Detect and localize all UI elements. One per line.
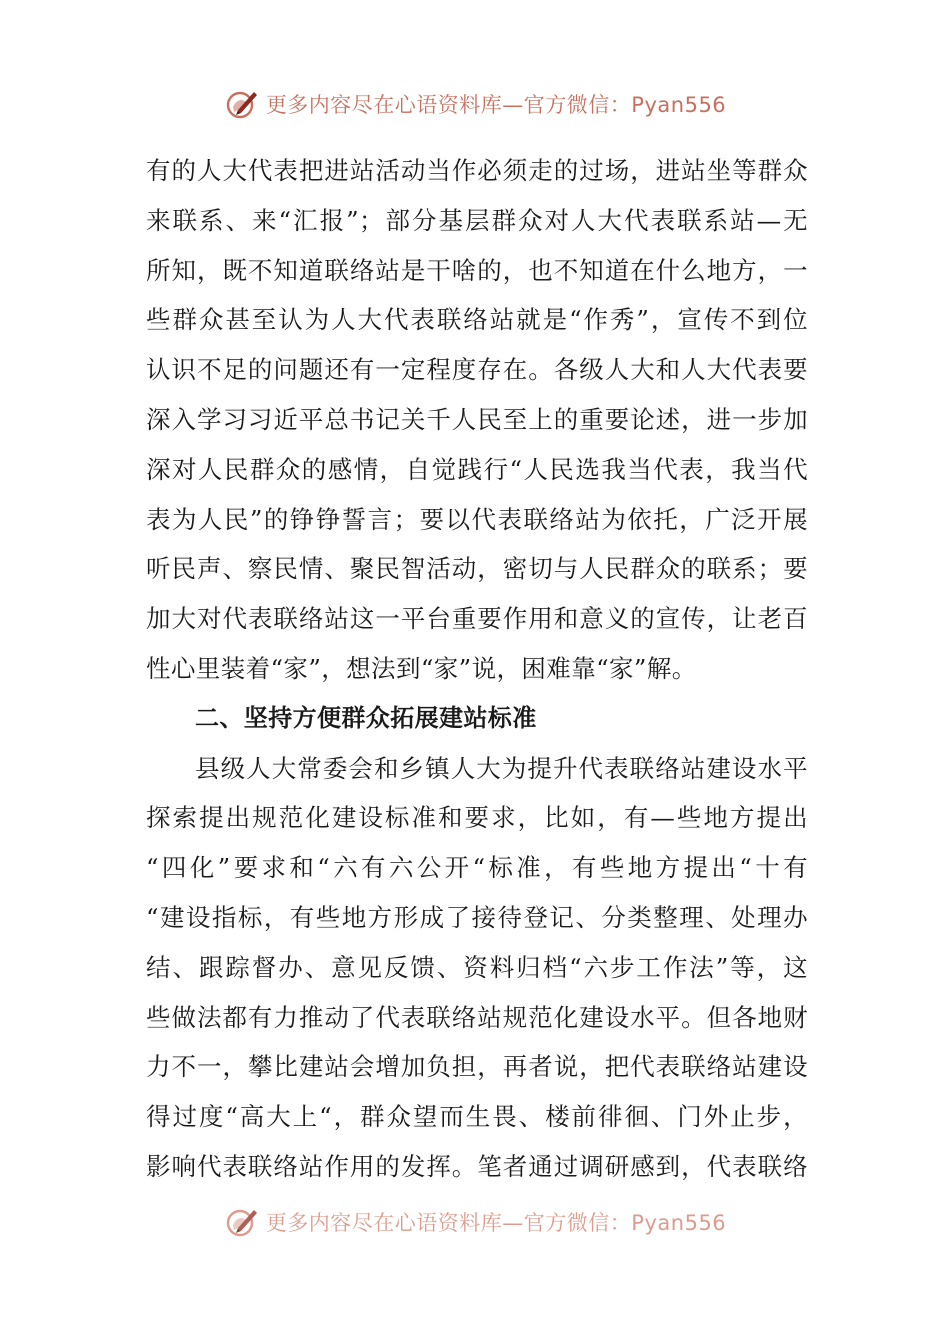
text-line: 性心里装着“家”，想法到“家”说，困难靠“家”解。	[146, 653, 697, 683]
pen-logo-icon	[224, 1204, 260, 1240]
paragraph-2	[146, 744, 808, 1192]
text-line: 表为人民”的铮铮誓言；要以代表联络站为依托，广泛开展	[146, 504, 808, 534]
text-line: 来联系、来“汇报”；部分基层群众对人大代表联系站—无	[146, 205, 808, 235]
document-body	[146, 146, 808, 1192]
text-line: 县级人大常委会和乡镇人大为提升代表联络站建设水平	[195, 753, 808, 783]
paragraph-1	[146, 146, 808, 694]
text-line: 结、跟踪督办、意见反馈、资料归档“六步工作法”等，这	[146, 952, 808, 982]
text-line: 所知，既不知道联络站是干啥的，也不知道在什么地方，一	[146, 255, 808, 285]
text-line: 加大对代表联络站这一平台重要作用和意义的宣传，让老百	[146, 604, 808, 634]
text-line: 得过度“高大上“，群众望而生畏、楼前徘徊、门外止步，	[146, 1102, 808, 1132]
text-line: 探索提出规范化建设标准和要求，比如，有—些地方提出	[146, 803, 808, 833]
header-banner-text: 更多内容尽在心语资料库—官方微信：Pyan556	[265, 93, 727, 117]
text-line: 些群众甚至认为人大代表联络站就是“作秀”，宣传不到位	[146, 305, 808, 335]
header-banner	[0, 84, 950, 124]
text-line: “四化”要求和“六有六公开“标准，有些地方提出“十有	[146, 853, 808, 883]
text-line: 有的人大代表把进站活动当作必须走的过场，进站坐等群众	[146, 156, 808, 185]
text-line: 深对人民群众的感情，自觉践行“人民选我当代表，我当代	[146, 454, 808, 484]
text-line: 深入学习习近平总书记关千人民至上的重要论述，进一步加	[146, 404, 808, 434]
footer-banner-text: 更多内容尽在心语资料库—官方微信：Pyan556	[265, 1211, 727, 1235]
text-line: 听民声、察民情、聚民智活动，密切与人民群众的联系；要	[146, 554, 808, 584]
section-heading: 二、坚持方便群众拓展建站标准	[195, 703, 537, 732]
text-line: 影响代表联络站作用的发挥。笔者通过调研感到，代表联络	[146, 1151, 808, 1181]
text-line: 些做法都有力推动了代表联络站规范化建设水平。但各地财	[146, 1002, 808, 1032]
text-line: 力不一，攀比建站会增加负担，再者说，把代表联络站建设	[146, 1052, 808, 1082]
text-line: “建设指标，有些地方形成了接待登记、分类整理、处理办	[146, 902, 808, 932]
text-line: 认识不足的问题还有一定程度存在。各级人大和人大代表要	[146, 355, 808, 385]
pen-logo-icon	[224, 86, 260, 122]
footer-banner	[0, 1202, 950, 1242]
